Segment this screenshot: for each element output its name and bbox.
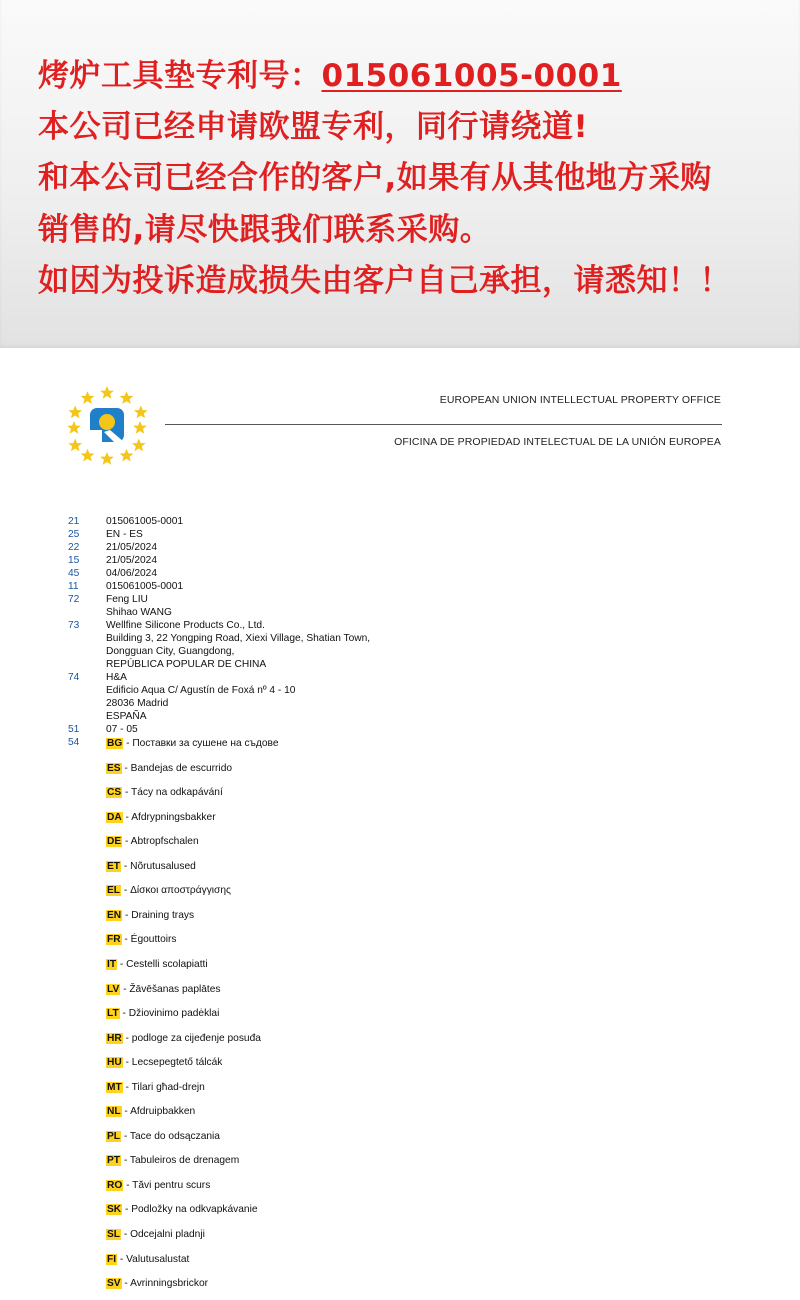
banner-line-3: 和本公司已经合作的客户,如果有从其他地方采购 xyxy=(38,160,712,196)
field-value: Feng LIU xyxy=(106,594,148,605)
star-icon xyxy=(100,452,114,465)
indication-row xyxy=(106,933,177,946)
banner-patent-label: 烤炉工具垫专利号： xyxy=(38,58,322,94)
indication-text: - Žāvēšanas paplātes xyxy=(120,983,221,995)
indication-text: - Odcejalni pladnji xyxy=(121,1229,205,1240)
field-code: 21 xyxy=(68,516,80,527)
indication-row xyxy=(106,983,221,996)
indication-text: - Tace do odsączania xyxy=(121,1130,220,1142)
euipo-logo-icon xyxy=(66,384,148,466)
indication-text: - podloge za cijeđenje posuđa xyxy=(122,1032,261,1044)
indication-text: - Égouttoirs xyxy=(121,934,177,946)
language-code: NL xyxy=(107,1106,121,1118)
language-code: CS xyxy=(107,787,122,799)
indication-text: - Поставки за сушене на съдове xyxy=(123,738,279,749)
r-mark-icon xyxy=(90,408,124,442)
field-code: 11 xyxy=(68,581,79,592)
language-code: RO xyxy=(107,1179,123,1191)
field-code: 72 xyxy=(68,594,80,605)
indication-row xyxy=(106,737,279,750)
star-icon xyxy=(68,439,82,452)
language-code: ES xyxy=(107,762,121,774)
language-code: EL xyxy=(107,885,121,897)
indication-row xyxy=(106,1130,220,1143)
registration-document xyxy=(0,348,800,1300)
indication-text: - Afdrypningsbakker xyxy=(122,811,216,823)
language-code: SL xyxy=(107,1229,121,1240)
language-code: HR xyxy=(107,1032,122,1044)
field-value: 015061005-0001 xyxy=(106,581,184,592)
star-icon xyxy=(134,406,148,419)
field-value: REPÚBLICA POPULAR DE CHINA xyxy=(106,659,267,670)
field-value: Edificio Aqua C/ Agustín de Foxá nº 4 - 10 xyxy=(106,685,296,696)
field-code: 74 xyxy=(68,672,80,683)
indication-row xyxy=(106,786,223,799)
field-value: Dongguan City, Guangdong, xyxy=(106,646,235,657)
star-icon xyxy=(68,406,82,419)
language-code: LV xyxy=(107,983,120,995)
star-icon xyxy=(133,421,147,434)
field-value: ESPAÑA xyxy=(106,711,147,722)
field-value: EN - ES xyxy=(106,529,143,540)
field-value: Building 3, 22 Yongping Road, Xiexi Village, Shatian Town, xyxy=(106,633,371,644)
star-icon xyxy=(132,439,146,452)
header-divider xyxy=(165,424,722,425)
indication-text: - Bandejas de escurrido xyxy=(121,762,233,774)
indication-row xyxy=(106,1056,222,1069)
language-code: FI xyxy=(107,1253,117,1265)
indication-text: - Tácy na odkapávání xyxy=(122,787,223,799)
language-code: FR xyxy=(107,934,121,946)
language-code: HU xyxy=(107,1057,122,1069)
indication-text: - Podložky na odkvapkávanie xyxy=(122,1204,258,1216)
indication-row xyxy=(106,1253,189,1266)
indication-row xyxy=(106,884,231,897)
language-code: SK xyxy=(107,1204,122,1216)
field-code: 45 xyxy=(68,568,80,579)
indication-row xyxy=(106,1105,195,1118)
star-icon xyxy=(120,449,134,462)
indication-text: - Draining trays xyxy=(122,909,195,921)
indication-text: - Valutusalustat xyxy=(117,1253,190,1265)
notice-banner xyxy=(0,0,800,348)
indication-text: - Avrinningsbrickor xyxy=(121,1278,209,1290)
star-icon xyxy=(81,449,95,462)
indication-text: - Lecsepegtető tálcák xyxy=(122,1057,223,1069)
indication-row xyxy=(106,1228,205,1241)
language-code: DE xyxy=(107,836,122,848)
star-icon xyxy=(120,391,134,404)
indication-text: - Cestelli scolapiatti xyxy=(117,958,208,970)
indication-row xyxy=(106,1277,208,1290)
language-code: BG xyxy=(107,738,123,749)
indication-row xyxy=(106,1081,205,1094)
indication-row xyxy=(106,1203,258,1216)
language-code: MT xyxy=(107,1081,122,1093)
indication-row xyxy=(106,811,216,824)
indication-row xyxy=(106,762,232,775)
language-code: EN xyxy=(107,909,122,921)
indication-row xyxy=(106,860,196,873)
indication-row xyxy=(106,835,199,848)
indication-text: - Afdruipbakken xyxy=(121,1106,196,1118)
field-value: 015061005-0001 xyxy=(106,516,184,527)
indication-text: - Džiovinimo padėklai xyxy=(119,1008,220,1020)
language-code: LT xyxy=(107,1008,119,1020)
indication-row xyxy=(106,1154,239,1167)
language-code: SV xyxy=(107,1278,121,1290)
field-code: 25 xyxy=(68,529,80,540)
indication-row xyxy=(106,1032,261,1045)
indication-row xyxy=(106,1179,210,1192)
language-code: DA xyxy=(107,811,122,823)
banner-line-2: 本公司已经申请欧盟专利，同行请绕道! xyxy=(38,109,589,145)
field-value: Shihao WANG xyxy=(106,607,172,618)
banner-patent-number: 015061005-0001 xyxy=(321,58,622,94)
indication-row xyxy=(106,1007,219,1020)
language-code: PT xyxy=(107,1155,121,1167)
field-code: 73 xyxy=(68,620,80,631)
office-name-spanish: OFICINA DE PROPIEDAD INTELECTUAL DE LA UNIÓN EUROPEA xyxy=(394,436,721,448)
indication-text: - Abtropfschalen xyxy=(122,836,199,848)
field-code: 22 xyxy=(68,542,80,553)
language-code: ET xyxy=(107,860,121,872)
language-code: PL xyxy=(107,1130,121,1142)
star-icon xyxy=(67,421,81,434)
indication-text: - Tăvi pentru scurs xyxy=(123,1179,211,1191)
field-value: 28036 Madrid xyxy=(106,698,169,709)
indication-row xyxy=(106,958,208,971)
field-code: 54 xyxy=(68,737,80,748)
field-value: 07 - 05 xyxy=(106,724,138,735)
indication-text: - Δίσκοι αποστράγγισης xyxy=(121,885,231,897)
indication-text: - Tabuleiros de drenagem xyxy=(121,1155,240,1167)
field-code: 15 xyxy=(68,555,80,566)
banner-line-patent xyxy=(38,56,622,96)
field-value: H&A xyxy=(106,672,127,683)
banner-line-5: 如因为投诉造成损失由客户自己承担，请悉知！！ xyxy=(38,263,731,299)
indication-row xyxy=(106,909,194,922)
indication-text: - Tilari għad-drejn xyxy=(122,1081,205,1093)
field-value: 21/05/2024 xyxy=(106,542,157,553)
language-code: IT xyxy=(107,958,117,970)
field-code: 51 xyxy=(68,724,80,735)
field-value: Wellfine Silicone Products Co., Ltd. xyxy=(106,620,265,631)
field-value: 04/06/2024 xyxy=(106,568,157,579)
star-icon xyxy=(81,391,95,404)
indication-text: - Nõrutusalused xyxy=(121,860,196,872)
office-name-english: EUROPEAN UNION INTELLECTUAL PROPERTY OFFICE xyxy=(439,394,721,406)
banner-line-4: 销售的,请尽快跟我们联系采购。 xyxy=(38,212,492,248)
star-icon xyxy=(100,386,114,399)
field-value: 21/05/2024 xyxy=(106,555,157,566)
